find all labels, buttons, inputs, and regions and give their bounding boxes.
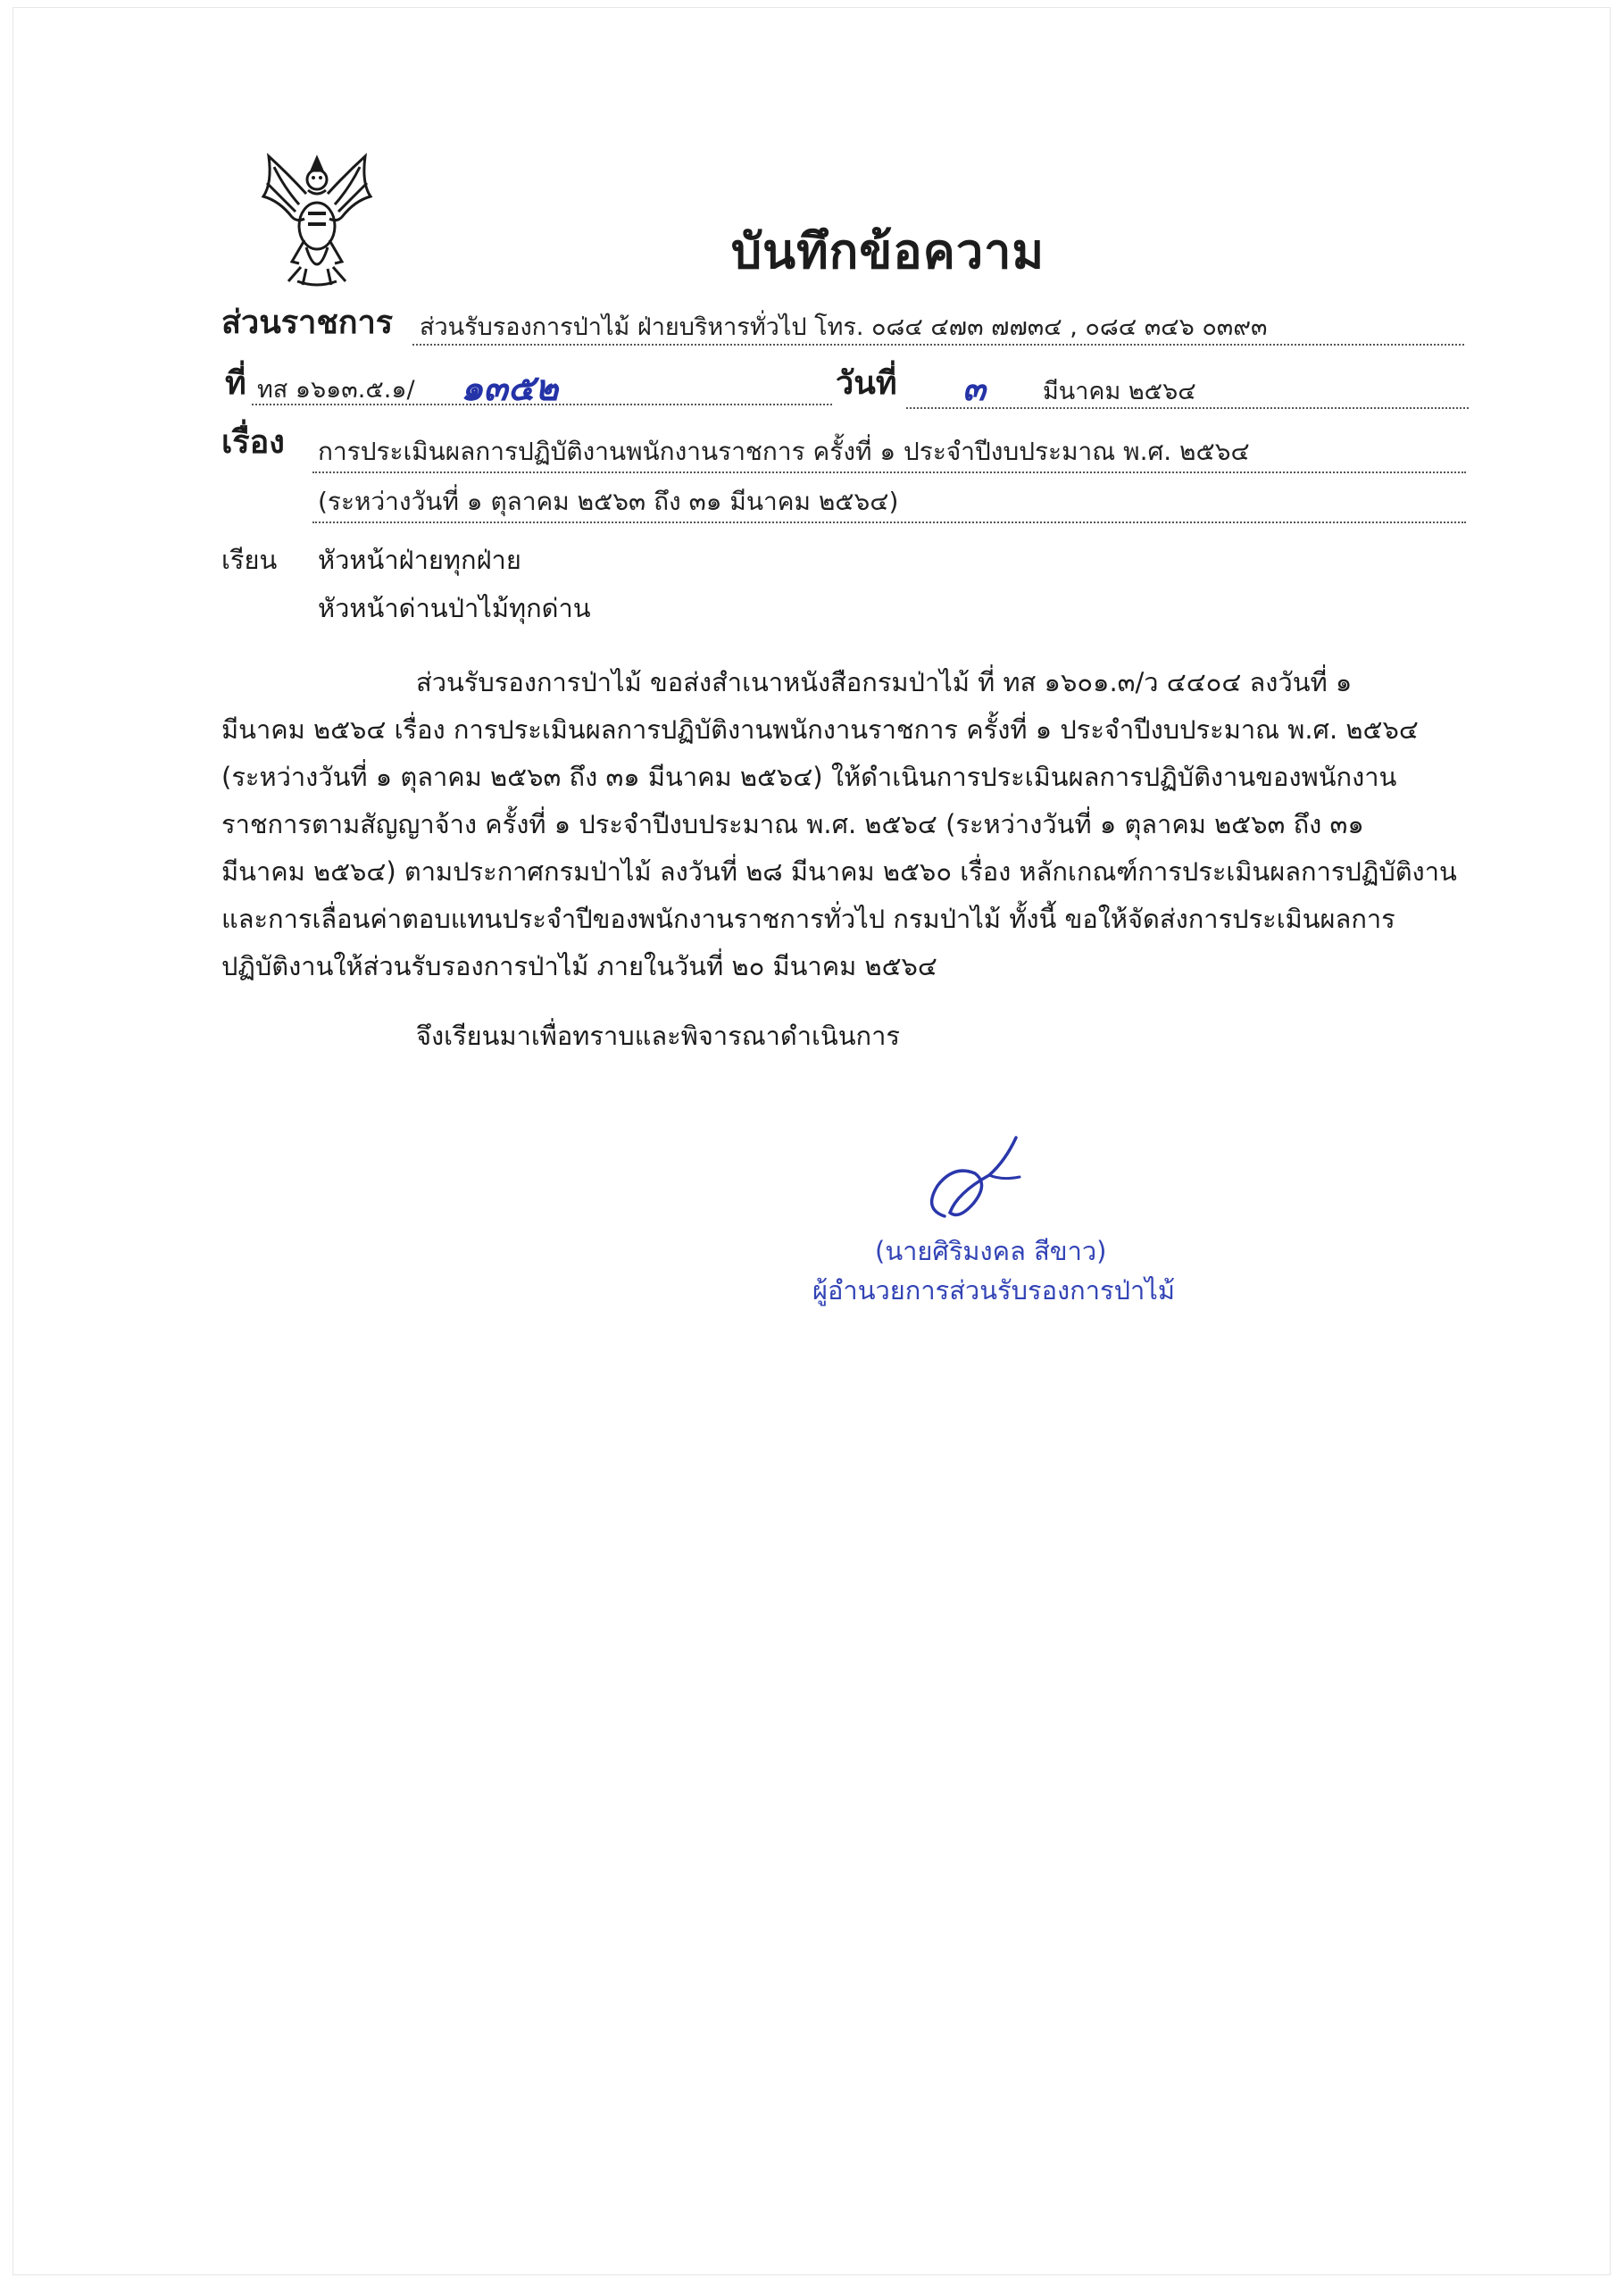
body-line-4: ราชการตามสัญญาจ้าง ครั้งที่ ๑ ประจำปีงบประมาณ พ.ศ. ๒๕๖๔ (ระหว่างวันที่ ๑ ตุลาคม ๒๕๖๓ ถึง ๓๑ — [221, 809, 1364, 839]
date-dotline — [906, 407, 1469, 409]
body-line-5: มีนาคม ๒๕๖๔) ตามประกาศกรมป่าไม้ ลงวันที่ ๒๘ มีนาคม ๒๕๖๐ เรื่อง หลักเกณฑ์การประเมินผลการปฏิบัติงาน — [221, 856, 1457, 887]
handwritten-signature-icon — [920, 1134, 1036, 1232]
ref-dotline — [252, 404, 832, 405]
date-day-handwritten: ๓ — [962, 368, 986, 408]
body-line-2: มีนาคม ๒๕๖๔ เรื่อง การประเมินผลการปฏิบัติงานพนักงานราชการ ครั้งที่ ๑ ประจำปีงบประมาณ พ.ศ. ๒๕๖๔ — [221, 714, 1419, 745]
agency-label: ส่วนราชการ — [221, 305, 394, 341]
body-line-3: (ระหว่างวันที่ ๑ ตุลาคม ๒๕๖๓ ถึง ๓๑ มีนาคม ๒๕๖๔) ให้ดำเนินการประเมินผลการปฏิบัติงานของพนักงาน — [221, 762, 1397, 792]
recipient-line-1: หัวหน้าฝ่ายทุกฝ่าย — [318, 545, 521, 575]
closing-line: จึงเรียนมาเพื่อทราบและพิจารณาดำเนินการ — [416, 1021, 900, 1051]
date-label: วันที่ — [836, 365, 897, 402]
body-line-7: ปฏิบัติงานให้ส่วนรับรองการป่าไม้ ภายในวันที่ ๒๐ มีนาคม ๒๕๖๔ — [221, 951, 937, 981]
body-line-1: ส่วนรับรองการป่าไม้ ขอส่งสำเนาหนังสือกรมป่าไม้ ที่ ทส ๑๖๐๑.๓/ว ๔๔๐๔ ลงวันที่ ๑ — [416, 667, 1353, 697]
document-title: บันทึกข้อความ — [730, 223, 1045, 279]
date-month-year: มีนาคม ๒๕๖๔ — [1043, 378, 1196, 405]
subject-line-1: การประเมินผลการปฏิบัติงานพนักงานราชการ ครั้งที่ ๑ ประจำปีงบประมาณ พ.ศ. ๒๕๖๔ — [318, 437, 1250, 466]
subject-line-2: (ระหว่างวันที่ ๑ ตุลาคม ๒๕๖๓ ถึง ๓๑ มีนาคม ๒๕๖๔) — [318, 487, 899, 516]
agency-dotline — [412, 344, 1464, 346]
subject-dotline-2 — [312, 521, 1466, 523]
page-frame — [12, 7, 1611, 2275]
recipient-line-2: หัวหน้าด่านป่าไม้ทุกด่าน — [318, 593, 591, 623]
signatory-name: (นายศิริมงคล สีขาว) — [875, 1236, 1107, 1266]
subject-dotline-1 — [312, 471, 1466, 473]
signatory-position: ผู้อำนวยการส่วนรับรองการป่าไม้ — [812, 1275, 1175, 1306]
recipient-label: เรียน — [221, 545, 278, 575]
ref-label: ที่ — [225, 365, 246, 402]
ref-prefix: ทส ๑๖๑๓.๕.๑/ — [257, 376, 415, 404]
ref-number-handwritten: ๑๓๕๒ — [461, 367, 559, 409]
body-line-6: และการเลื่อนค่าตอบแทนประจำปีของพนักงานราชการทั่วไป กรมป่าไม้ ทั้งนี้ ขอให้จัดส่งการประเมินผลการ — [221, 904, 1395, 934]
agency-value: ส่วนรับรองการป่าไม้ ฝ่ายบริหารทั่วไป โทร. ๐๘๔ ๔๗๓ ๗๗๓๔ , ๐๘๔ ๓๔๖ ๐๓๙๓ — [420, 313, 1268, 341]
subject-label: เรื่อง — [221, 424, 285, 461]
